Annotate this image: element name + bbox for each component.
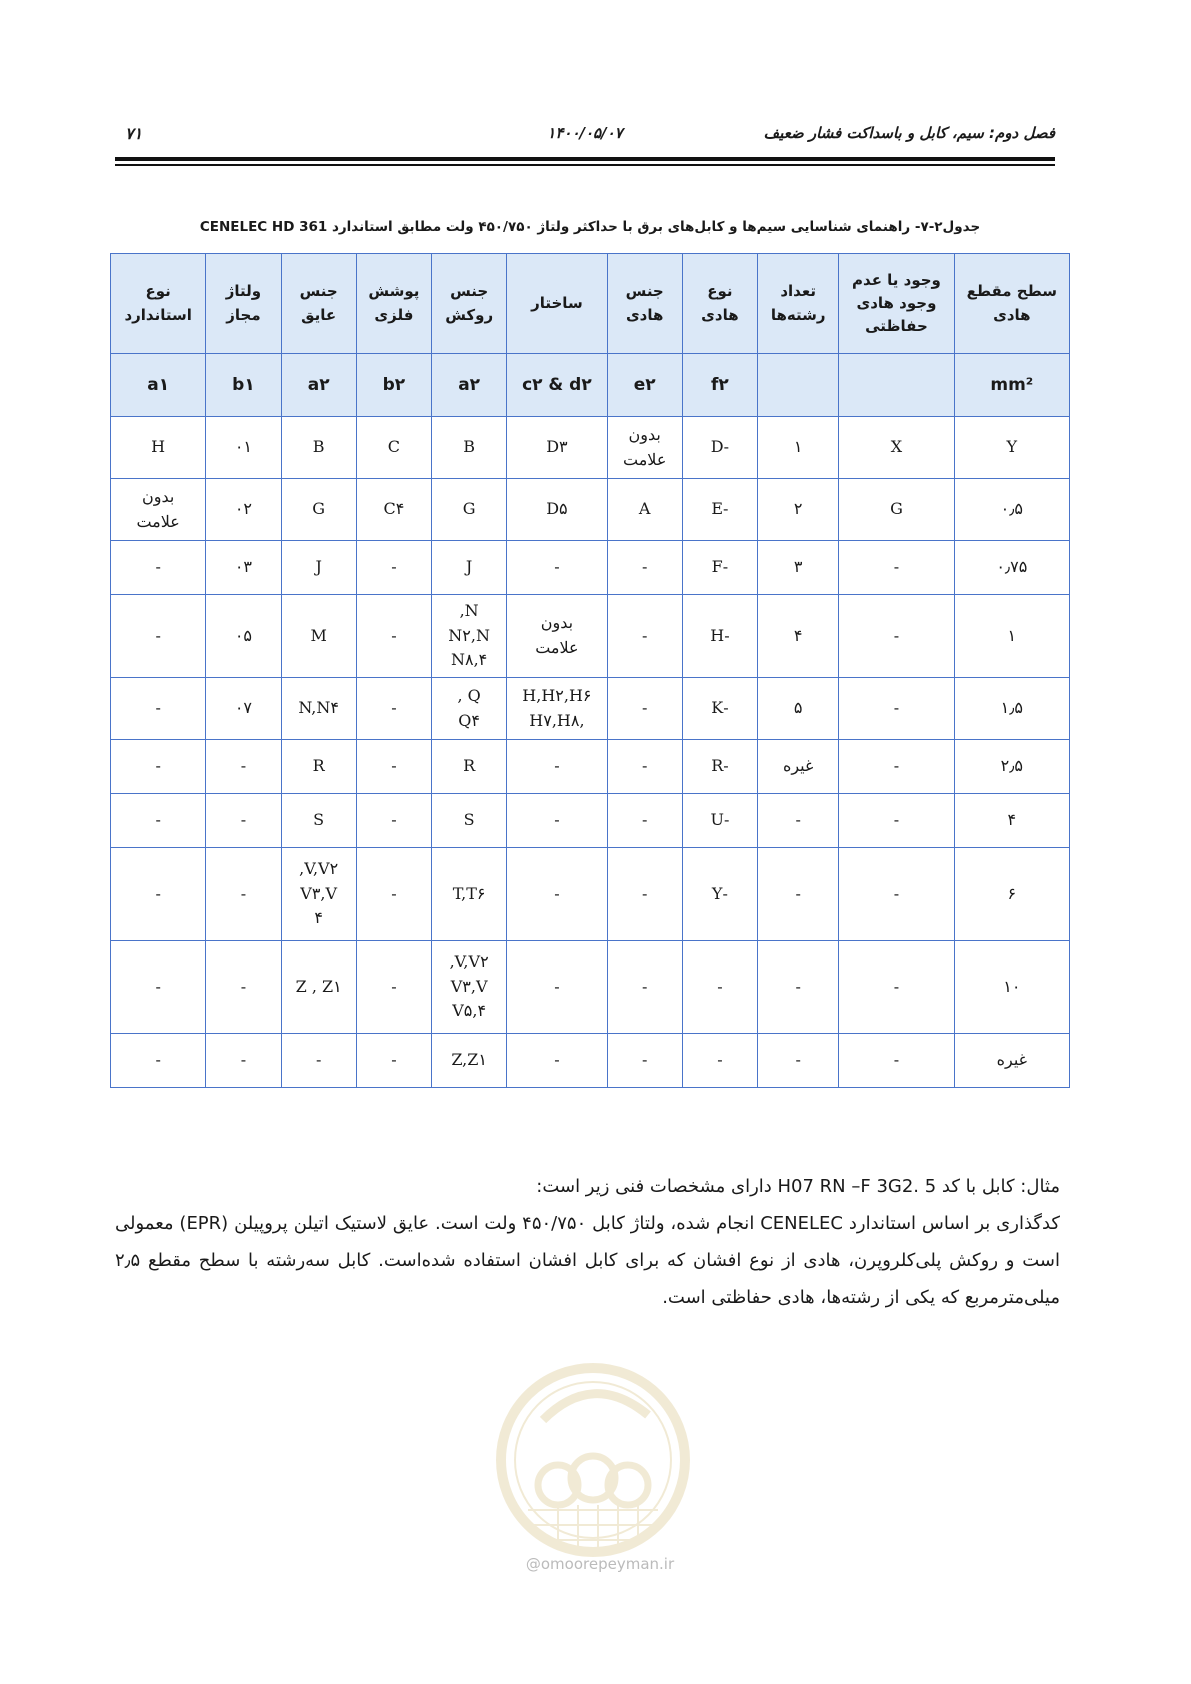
- table-cell: V,V۲, V۳,V ۴,V۵: [432, 941, 507, 1034]
- table-cell: ۰۱: [206, 417, 281, 479]
- table-cell: -: [111, 1034, 206, 1088]
- table-cell: D۳: [507, 417, 607, 479]
- table-row: [111, 740, 1070, 794]
- table-cell: -: [839, 1034, 954, 1088]
- table-cell: Q , Q۴: [432, 678, 507, 740]
- column-header: سطح مقطع هادی: [954, 254, 1069, 354]
- table-cell: -: [356, 794, 431, 848]
- table-cell: H,H۲,H۶ ,H۷,H۸: [507, 678, 607, 740]
- table-cell: B: [432, 417, 507, 479]
- header-rule-thin: [115, 164, 1055, 166]
- column-code: mm²: [954, 354, 1069, 417]
- table-cell: -: [839, 740, 954, 794]
- table-cell: -R: [682, 740, 757, 794]
- column-code: a۲: [432, 354, 507, 417]
- table-cell: N,N۴: [281, 678, 356, 740]
- column-code: f۲: [682, 354, 757, 417]
- table-cell: -: [758, 794, 839, 848]
- table-cell: -: [111, 595, 206, 678]
- table-cell: ۳: [758, 541, 839, 595]
- table-cell: بدون علامت: [507, 595, 607, 678]
- table-cell: A: [607, 479, 682, 541]
- table-cell: -: [607, 595, 682, 678]
- column-code: a۱: [111, 354, 206, 417]
- column-header: جنس روکش: [432, 254, 507, 354]
- table-cell: ۰٫۵: [954, 479, 1069, 541]
- table-cell: X: [839, 417, 954, 479]
- table-row: [111, 479, 1070, 541]
- table-cell: -K: [682, 678, 757, 740]
- table-cell: -E: [682, 479, 757, 541]
- table-cell: S: [432, 794, 507, 848]
- table-cell: ۴: [758, 595, 839, 678]
- column-header: جنس هادی: [607, 254, 682, 354]
- table-cell: -: [206, 848, 281, 941]
- table-cell: C۴: [356, 479, 431, 541]
- table-cell: -: [111, 740, 206, 794]
- table-cell: ۱۰: [954, 941, 1069, 1034]
- table-cell: J: [281, 541, 356, 595]
- table-row: [111, 941, 1070, 1034]
- column-code: a۲: [281, 354, 356, 417]
- body-text: [115, 1168, 1060, 1316]
- table-cell: -: [507, 848, 607, 941]
- page-header: [115, 124, 1055, 150]
- table-cell: ۱٫۵: [954, 678, 1069, 740]
- table-cell: -: [507, 541, 607, 595]
- table-cell: -Y: [682, 848, 757, 941]
- column-code: [758, 354, 839, 417]
- table-cell: -: [507, 941, 607, 1034]
- table-cell: -: [507, 1034, 607, 1088]
- table-cell: -: [607, 1034, 682, 1088]
- chapter-title: فصل دوم: سیم، کابل و باسداکت فشار ضعیف: [763, 124, 1055, 142]
- table-cell: -: [839, 541, 954, 595]
- table-cell: B: [281, 417, 356, 479]
- table-cell: Y: [954, 417, 1069, 479]
- table-cell: ۵: [758, 678, 839, 740]
- table-cell: -: [839, 678, 954, 740]
- table-cell: -: [111, 541, 206, 595]
- table-cell: -: [111, 848, 206, 941]
- table-cell: -: [839, 595, 954, 678]
- table-cell: بدون علامت: [111, 479, 206, 541]
- watermark-logo: [488, 1350, 698, 1590]
- column-header: تعداد رشته‌ها: [758, 254, 839, 354]
- watermark-url: @omoorepeyman.ir: [525, 1555, 675, 1573]
- table-row: [111, 595, 1070, 678]
- table-cell: -: [758, 1034, 839, 1088]
- table-cell: ۰٫۷۵: [954, 541, 1069, 595]
- column-header: نوع استاندارد: [111, 254, 206, 354]
- table-cell: G: [281, 479, 356, 541]
- example-paragraph: کدگذاری بر اساس استاندارد CENELEC انجام شده، ولتاژ کابل ۴۵۰/۷۵۰ ولت است. عایق لاستیک اتیلن پروپیلن (EPR) معمولی است و روکش پلی‌کلروپرن، هادی از نوع افشان که برای کابل افشان استفاده شده‌است. کابل سه‌رشته با سطح مقطع ۲٫۵ میلی‌مترمربع که یکی از رشته‌ها، هادی حفاظتی است.: [115, 1213, 1060, 1308]
- table-cell: -: [607, 541, 682, 595]
- table-cell: -F: [682, 541, 757, 595]
- table-row: [111, 794, 1070, 848]
- table-cell: M: [281, 595, 356, 678]
- table-cell: -: [607, 794, 682, 848]
- table-cell: -: [356, 678, 431, 740]
- table-body: [111, 417, 1070, 1088]
- table-cell: -: [839, 848, 954, 941]
- table-cell: V,V۲, V۳,V ۴: [281, 848, 356, 941]
- table-cell: ۱: [954, 595, 1069, 678]
- column-header: نوع هادی: [682, 254, 757, 354]
- table-row: [111, 417, 1070, 479]
- table-cell: ۰۳: [206, 541, 281, 595]
- table-cell: -: [682, 1034, 757, 1088]
- example-intro: مثال: کابل با کد H07 RN –F 3G2. 5 دارای مشخصات فنی زیر است:: [536, 1176, 1060, 1197]
- table-cell: -: [839, 941, 954, 1034]
- table-cell: -: [607, 848, 682, 941]
- table-cell: ۲٫۵: [954, 740, 1069, 794]
- table-row: [111, 848, 1070, 941]
- column-header: جنس عایق: [281, 254, 356, 354]
- table-row: [111, 541, 1070, 595]
- table-cell: ۴: [954, 794, 1069, 848]
- table-cell: -: [206, 941, 281, 1034]
- table-cell: -H: [682, 595, 757, 678]
- table-cell: T,T۶: [432, 848, 507, 941]
- table-cell: ۲: [758, 479, 839, 541]
- table-cell: -: [758, 848, 839, 941]
- table-cell: غیره: [954, 1034, 1069, 1088]
- table-cell: -: [607, 941, 682, 1034]
- table-cell: -: [607, 678, 682, 740]
- table-caption: جدول۲-۷- راهنمای شناسایی سیم‌ها و کابل‌های برق با حداکثر ولتاژ ۴۵۰/۷۵۰ ولت مطابق استاندارد CENELEC HD 361: [199, 219, 981, 235]
- table-cell: -U: [682, 794, 757, 848]
- column-code: b۱: [206, 354, 281, 417]
- table-cell: R: [281, 740, 356, 794]
- table-cell: -: [839, 794, 954, 848]
- table-cell: -: [206, 794, 281, 848]
- table-cell: H: [111, 417, 206, 479]
- table-cell: J: [432, 541, 507, 595]
- table-cell: -: [111, 678, 206, 740]
- table-row: [111, 1034, 1070, 1088]
- table-cell: -: [356, 595, 431, 678]
- column-header: ولتاژ مجاز: [206, 254, 281, 354]
- column-header: ساختار: [507, 254, 607, 354]
- table-cell: -: [206, 740, 281, 794]
- table-cell: بدون علامت: [607, 417, 682, 479]
- column-header: پوشش فلزی: [356, 254, 431, 354]
- table-cell: G: [839, 479, 954, 541]
- table-cell: -: [281, 1034, 356, 1088]
- table-cell: -: [111, 941, 206, 1034]
- column-header: وجود یا عدم وجود هادی حفاظتی: [839, 254, 954, 354]
- cable-code-table: [110, 253, 1070, 1088]
- table-cell: -: [356, 541, 431, 595]
- table-cell: G: [432, 479, 507, 541]
- header-rule-thick: [115, 157, 1055, 161]
- table-cell: -: [507, 740, 607, 794]
- table-cell: N, N۲,N ۴,N۸: [432, 595, 507, 678]
- table-cell: ۰۵: [206, 595, 281, 678]
- table-cell: -: [356, 740, 431, 794]
- table-cell: -: [356, 941, 431, 1034]
- table-cell: Z,Z۱: [432, 1034, 507, 1088]
- column-code: e۲: [607, 354, 682, 417]
- table-cell: -: [111, 794, 206, 848]
- column-code: c۲ & d۲: [507, 354, 607, 417]
- table-code-row: [111, 354, 1070, 417]
- table-cell: Z , Z۱: [281, 941, 356, 1034]
- column-code: b۲: [356, 354, 431, 417]
- table-cell: S: [281, 794, 356, 848]
- table-row: [111, 678, 1070, 740]
- table-cell: ۰۷: [206, 678, 281, 740]
- table-cell: -D: [682, 417, 757, 479]
- table-cell: -: [356, 1034, 431, 1088]
- table-cell: -: [682, 941, 757, 1034]
- table-cell: ۶: [954, 848, 1069, 941]
- table-cell: -: [758, 941, 839, 1034]
- table-cell: ۰۲: [206, 479, 281, 541]
- table-header-row: [111, 254, 1070, 354]
- table-cell: -: [206, 1034, 281, 1088]
- table-cell: -: [507, 794, 607, 848]
- table-cell: -: [356, 848, 431, 941]
- table-cell: -: [607, 740, 682, 794]
- table-cell: C: [356, 417, 431, 479]
- column-code: [839, 354, 954, 417]
- table-cell: ۱: [758, 417, 839, 479]
- table-cell: غیره: [758, 740, 839, 794]
- table-cell: R: [432, 740, 507, 794]
- header-date: ۱۴۰۰/۰۵/۰۷: [547, 124, 623, 142]
- table-cell: D۵: [507, 479, 607, 541]
- page-number: ۷۱: [125, 124, 143, 143]
